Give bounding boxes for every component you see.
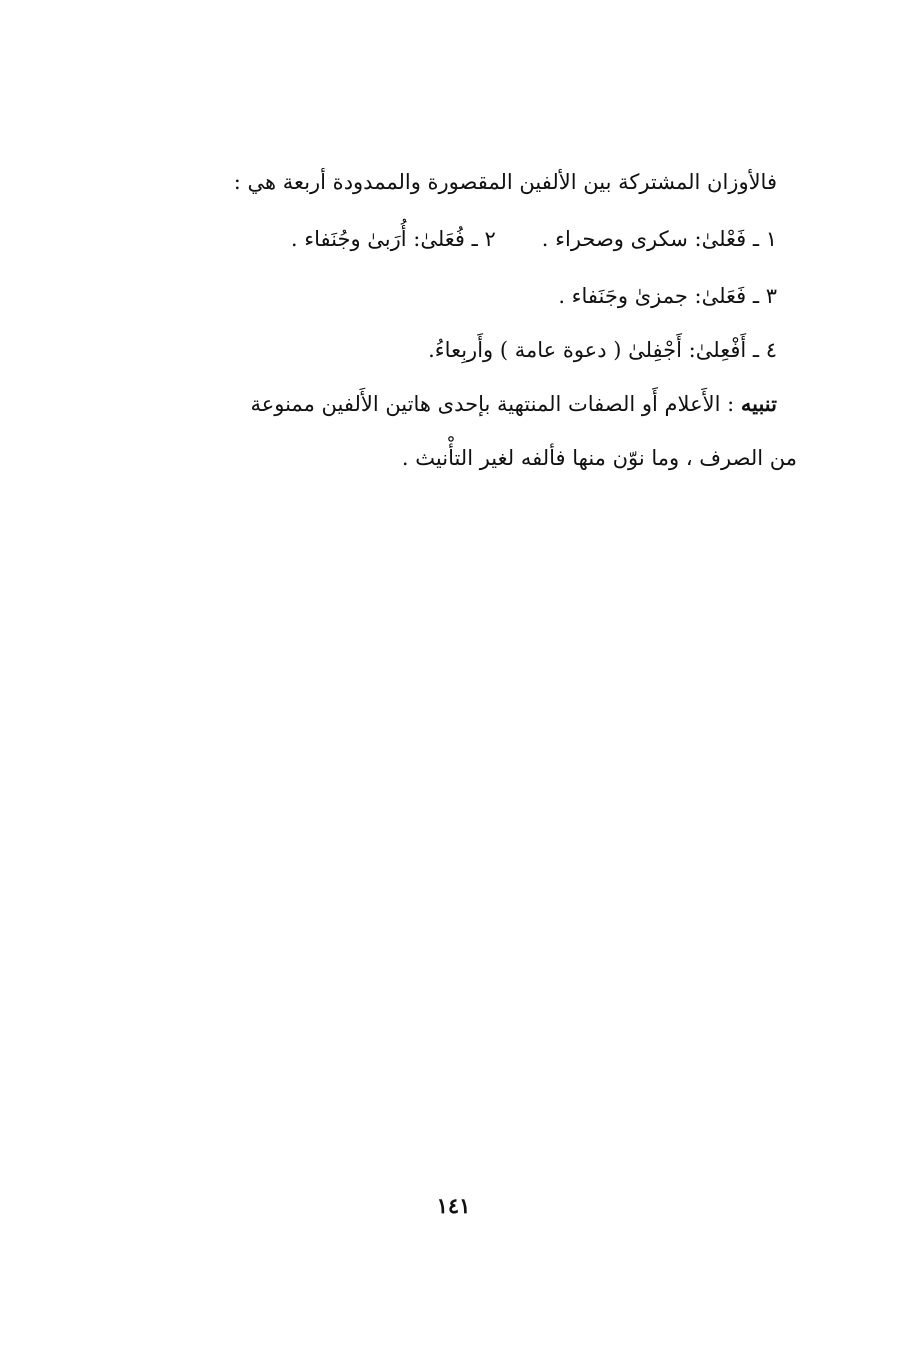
pattern-item-4: ٤ ـ أَفْعِلىٰ: أَجْفِلىٰ ( دعوة عامة ) وأَربِعاءُ. <box>428 338 777 362</box>
pattern-item-1: ١ ـ فَعْلىٰ: سكرى وصحراء . <box>541 227 777 251</box>
pattern-line-1 <box>291 225 777 253</box>
note-line-1 <box>250 390 777 418</box>
note-text-2: من الصرف ، وما نوّن منها فألفه لغير التأْنيث . <box>401 446 797 470</box>
note-text-1: : الأَعلام أَو الصفات المنتهية بإحدى هاتين الأَلفين ممنوعة <box>250 392 735 416</box>
pattern-line-3 <box>558 282 777 310</box>
pattern-item-2: ٢ ـ فُعَلىٰ: أُرَبىٰ وجُنَفاء . <box>290 227 496 251</box>
page-number: ١٤١ <box>436 1193 471 1218</box>
pattern-line-4 <box>428 336 777 364</box>
pattern-item-3: ٣ ـ فَعَلىٰ: جمزىٰ وجَنَفاء . <box>558 284 777 308</box>
intro-line <box>234 168 777 196</box>
intro-text: فالأوزان المشتركة بين الألفين المقصورة والممدودة أربعة هي : <box>233 170 777 194</box>
note-line-2 <box>402 444 797 472</box>
note-label: تنبيه <box>740 391 777 416</box>
